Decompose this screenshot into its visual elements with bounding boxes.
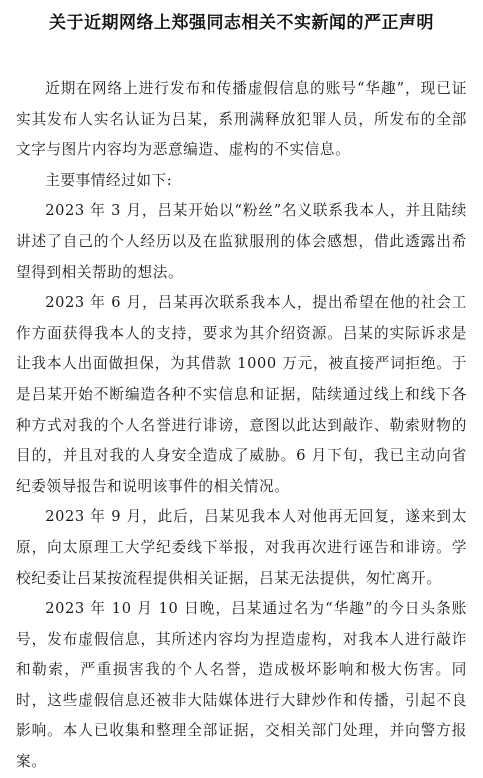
paragraph-october: 2023 年 10 月 10 日晚，吕某通过名为“华趣”的今日头条账号，发布虚假信息，其所述内容均为捏造虚构，对我本人进行敲诈和勒索，严重损害我的个人名誉，造成极坏影响和极大伤害。同时，这些虚假信息还被非大陆媒体进行大肆炒作和传播，引起不良影响。本人已收集和整理全部证据，交相关部门处理，并向警方报案。 (16, 600, 467, 771)
paragraph-march: 2023 年 3 月，吕某开始以“粉丝”名义联系我本人，并且陆续讲述了自己的个人经历以及在监狱服刑的体会感想，借此透露出希望得到相关帮助的想法。 (16, 202, 467, 281)
document-title: 关于近期网络上郑强同志相关不实新闻的严正声明 (49, 13, 434, 33)
document-body (16, 74, 467, 778)
paragraph-summary-heading: 主要事情经过如下: (45, 171, 173, 189)
paragraph-intro: 近期在网络上进行发布和传播虚假信息的账号“华趣”，现已证实其发布人实名认证为吕某，系刑满释放犯罪人员，所发布的全部文字与图片内容均为恶意编造、虚构的不实信息。 (16, 80, 467, 159)
paragraph-september: 2023 年 9 月，此后，吕某见我本人对他再无回复，遂来到太原，向太原理工大学纪委线下举报，对我再次进行诬告和诽谤。学校纪委让吕某按流程提供相关证据，吕某无法提供，匆忙离开。 (16, 508, 467, 587)
paragraph-june: 2023 年 6 月，吕某再次联系我本人，提出希望在他的社会工作方面获得我本人的支持，要求为其介绍资源。吕某的实际诉求是让我本人出面做担保，为其借款 1000 万元，被直接严词拒绝。于是吕某开始不断编造各种不实信息和证据，陆续通过线上和线下各种方式对我的个人名誉进行诽谤，意图以此达到敲诈、勒索财物的目的，并且对我的人身安全造成了威胁。6 月下旬，我已主动向省纪委领导报告和说明该事件的相关情况。 (16, 294, 467, 495)
